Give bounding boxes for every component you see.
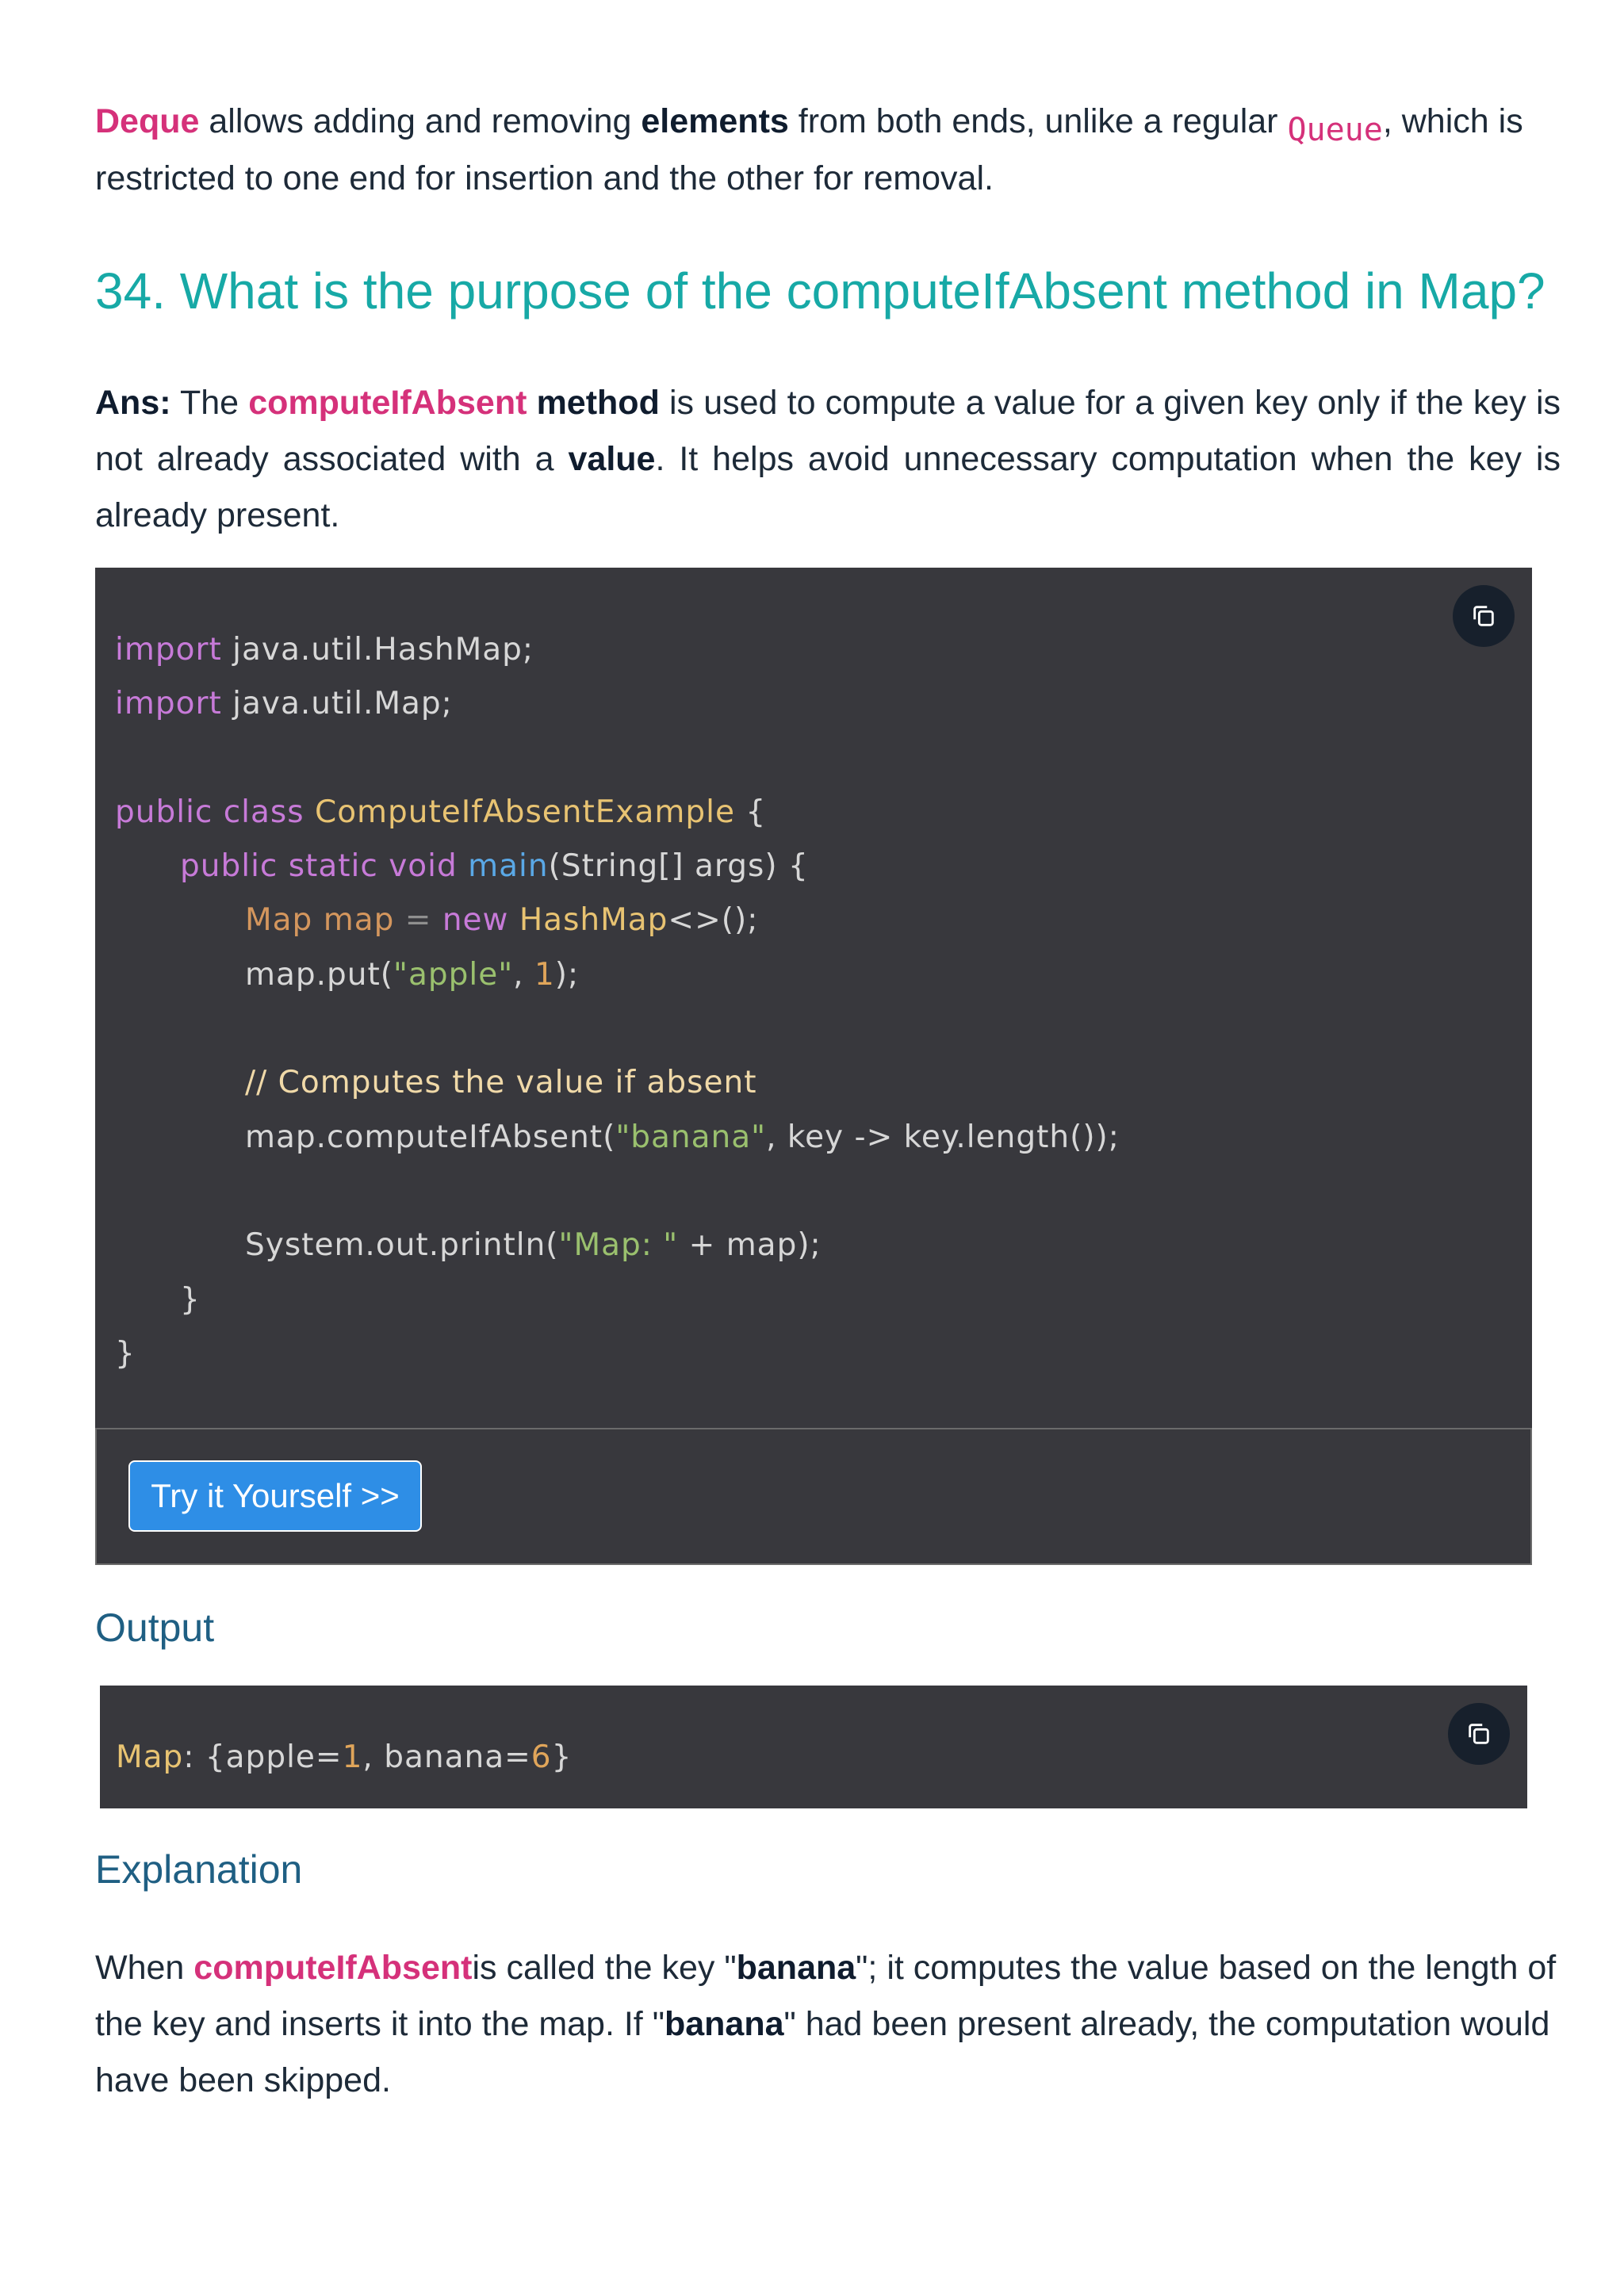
code-text: }: [115, 1335, 136, 1372]
copy-icon: [1470, 603, 1497, 629]
code-variable: Map map: [245, 902, 395, 939]
code-text: map.put(: [245, 956, 394, 993]
code-keyword: import: [115, 632, 222, 668]
code-text: + map);: [678, 1227, 822, 1264]
code-text: (String[] args) {: [548, 848, 809, 885]
explanation-paragraph: [95, 1940, 1561, 2109]
code-keyword: new: [442, 902, 509, 939]
code-line: [115, 1327, 1120, 1381]
code-keyword: import: [115, 686, 222, 722]
code-string: "banana": [615, 1119, 767, 1155]
code-line: [115, 623, 1120, 677]
banana-term: banana: [736, 1949, 856, 1987]
explanation-text-2: is called the key ": [472, 1949, 737, 1987]
answer-text-2: is used to compute a value for a given key only if the key is not already associated with a: [95, 384, 1561, 478]
code-number: 1: [534, 956, 555, 993]
output-text-part: : {apple=: [183, 1739, 343, 1775]
output-text: [116, 1739, 572, 1775]
banana-term: banana: [664, 2005, 784, 2043]
code-class: ComputeIfAbsentExample: [304, 794, 735, 830]
code-line: [115, 948, 1120, 1002]
code-line-blank: [115, 1165, 1120, 1219]
intro-text-1: allows adding and removing: [199, 102, 642, 140]
code-line-blank: [115, 1002, 1120, 1056]
code-line: [115, 1273, 1120, 1327]
code-text: , key -> key.length());: [766, 1119, 1120, 1155]
answer-text-3: . It helps avoid unnecessary computation when the key is already present.: [95, 440, 1561, 534]
code-text: {: [735, 794, 767, 830]
code-text: java.util.Map;: [221, 686, 453, 722]
code-string: "Map: ": [558, 1227, 679, 1264]
try-it-yourself-button[interactable]: Try it Yourself >>: [128, 1460, 422, 1532]
code-line: [115, 1219, 1120, 1272]
code-line: [115, 1056, 1120, 1110]
code-text: map.computeIfAbsent(: [245, 1119, 616, 1155]
explanation-text-1: When: [95, 1949, 194, 1987]
code-line: [115, 840, 1120, 894]
code-content: [115, 623, 1120, 1381]
explanation-text-4: " had been present already, the computation would have been skipped.: [95, 2005, 1550, 2099]
copy-code-button[interactable]: [1453, 585, 1515, 647]
code-operator: =: [394, 902, 442, 939]
queue-term: Queue: [1287, 112, 1383, 148]
intro-paragraph: [95, 94, 1561, 207]
elements-term: elements: [641, 102, 789, 140]
code-text: }: [180, 1281, 201, 1318]
code-text: );: [554, 956, 580, 993]
answer-text-1: The: [170, 384, 249, 422]
code-line: [115, 894, 1120, 947]
code-comment: // Computes the value if absent: [245, 1065, 757, 1101]
intro-text-2: from both ends, unlike a regular: [788, 102, 1288, 140]
copy-output-button[interactable]: [1448, 1703, 1510, 1765]
code-block: [95, 568, 1532, 1565]
code-string: "apple": [393, 956, 514, 993]
output-block: [100, 1686, 1527, 1808]
output-number: 6: [530, 1739, 552, 1775]
output-heading: Output: [95, 1605, 215, 1650]
code-line-blank: [115, 732, 1120, 786]
method-word: method: [527, 384, 660, 422]
answer-paragraph: [95, 375, 1561, 544]
output-number: 1: [342, 1739, 363, 1775]
code-line: [115, 1111, 1120, 1165]
method-name: computeIfAbsent: [248, 384, 527, 422]
deque-term: Deque: [95, 102, 200, 140]
code-line: [115, 786, 1120, 840]
explanation-method-name: computeIfAbsent: [193, 1949, 473, 1987]
code-line: [115, 677, 1120, 731]
code-keyword: public static void: [180, 848, 458, 885]
code-text: System.out.println(: [245, 1227, 559, 1264]
value-word: value: [568, 440, 656, 478]
code-function: main: [457, 848, 549, 885]
ans-label: Ans:: [95, 384, 171, 422]
question-heading: 34. What is the purpose of the computeIfAbsent method in Map?: [95, 262, 1545, 320]
code-text: <>();: [668, 902, 759, 939]
explanation-text-3: "; it computes the value based on the length of the key and inserts it into the map. If ": [95, 1949, 1557, 2043]
code-class: HashMap: [508, 902, 668, 939]
output-label: Map: [116, 1739, 184, 1775]
output-text-part: , banana=: [362, 1739, 531, 1775]
code-keyword: public class: [115, 794, 304, 830]
intro-text-3: , which is restricted to one end for insertion and the other for removal.: [95, 102, 1523, 197]
copy-icon: [1465, 1720, 1492, 1747]
try-it-bar: [95, 1428, 1532, 1565]
code-text: java.util.HashMap;: [221, 632, 534, 668]
explanation-heading: Explanation: [95, 1847, 303, 1892]
code-text: ,: [513, 956, 534, 993]
output-text-part: }: [551, 1739, 573, 1775]
